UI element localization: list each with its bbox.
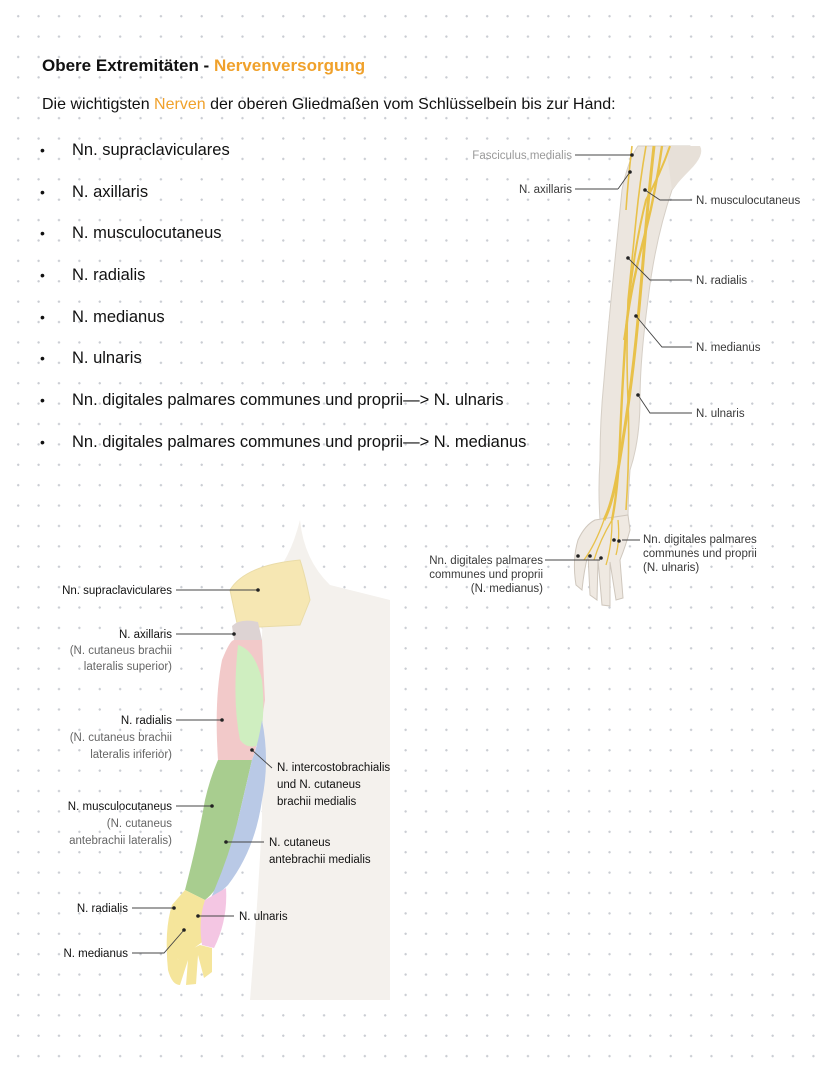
list-item: • N. medianus	[40, 307, 526, 349]
label-cutaneus-ante-2: antebrachii medialis	[269, 854, 371, 866]
list-item: • Nn. digitales palmares communes und proprii—> N. ulnaris	[40, 390, 526, 432]
label-digitales-medianus-2: communes und proprii	[429, 569, 543, 581]
marker-medianus-hand	[182, 928, 186, 932]
label-medianus: N. medianus	[696, 342, 761, 354]
label-d-axillaris-2: (N. cutaneus brachii	[69, 645, 172, 657]
title-accent: Nervenversorgung	[213, 56, 366, 75]
list-item: • Nn. digitales palmares communes und proprii—> N. medianus	[40, 432, 526, 474]
marker-ulnaris-hand	[196, 914, 200, 918]
list-item: • N. ulnaris	[40, 348, 526, 390]
label-d-radialis-2: (N. cutaneus brachii	[69, 732, 172, 744]
label-supraclaviculares: Nn. supraclaviculares	[62, 585, 172, 597]
list-item: • N. musculocutaneus	[40, 223, 526, 265]
marker-d-axillaris	[232, 632, 236, 636]
label-d-axillaris-3: lateralis superior)	[83, 661, 172, 673]
label-intercosto-2: und N. cutaneus	[277, 779, 361, 791]
label-digitales-ulnaris-1: Nn. digitales palmares	[643, 534, 757, 546]
marker-intercosto	[250, 748, 254, 752]
marker-supraclaviculares	[256, 588, 260, 592]
list-item: • N. axillaris	[40, 182, 526, 224]
intro-after: der oberen Gliedmaßen vom Schlüsselbein bis zur Hand:	[205, 96, 616, 113]
marker-d-radialis	[220, 718, 224, 722]
marker-cutaneus-ante	[224, 840, 228, 844]
list-item: • Nn. supraclaviculares	[40, 140, 526, 182]
label-intercosto-1: N. intercostobrachialis	[277, 762, 391, 774]
label-fasciculus: Fasciculus medialis	[472, 150, 572, 162]
label-radialis: N. radialis	[696, 275, 748, 287]
body-illustration	[167, 520, 390, 1000]
title-prefix: Obere Extremitäten -	[42, 56, 214, 75]
label-cutaneus-ante-1: N. cutaneus	[269, 837, 331, 849]
label-ulnaris: N. ulnaris	[696, 408, 745, 420]
label-axillaris: N. axillaris	[518, 184, 572, 196]
label-d-radialis-1: N. radialis	[120, 715, 172, 727]
label-digitales-medianus-1: Nn. digitales palmares	[429, 555, 543, 567]
label-radialis-hand: N. radialis	[76, 903, 128, 915]
label-intercosto-3: brachii medialis	[277, 796, 357, 808]
label-ulnaris-hand: N. ulnaris	[239, 911, 288, 923]
marker-d-musculocutaneus	[210, 804, 214, 808]
label-digitales-ulnaris-2: communes und proprii	[643, 548, 757, 560]
intro-accent: Nerven	[154, 96, 206, 113]
intro-before: Die wichtigsten	[42, 96, 155, 113]
label-musculocutaneus: N. musculocutaneus	[696, 195, 801, 207]
label-d-axillaris-1: N. axillaris	[118, 629, 172, 641]
label-medianus-hand: N. medianus	[63, 948, 128, 960]
marker-radialis-hand	[172, 906, 176, 910]
label-d-musculocutaneus-3: antebrachii lateralis)	[69, 835, 172, 847]
list-item: • N. radialis	[40, 265, 526, 307]
label-d-musculocutaneus-2: (N. cutaneus	[106, 818, 172, 830]
label-d-radialis-3: lateralis inferior)	[90, 749, 172, 761]
label-digitales-ulnaris-3: (N. ulnaris)	[643, 562, 700, 574]
label-d-musculocutaneus-1: N. musculocutaneus	[67, 801, 172, 813]
label-digitales-medianus-3: (N. medianus)	[470, 583, 543, 595]
